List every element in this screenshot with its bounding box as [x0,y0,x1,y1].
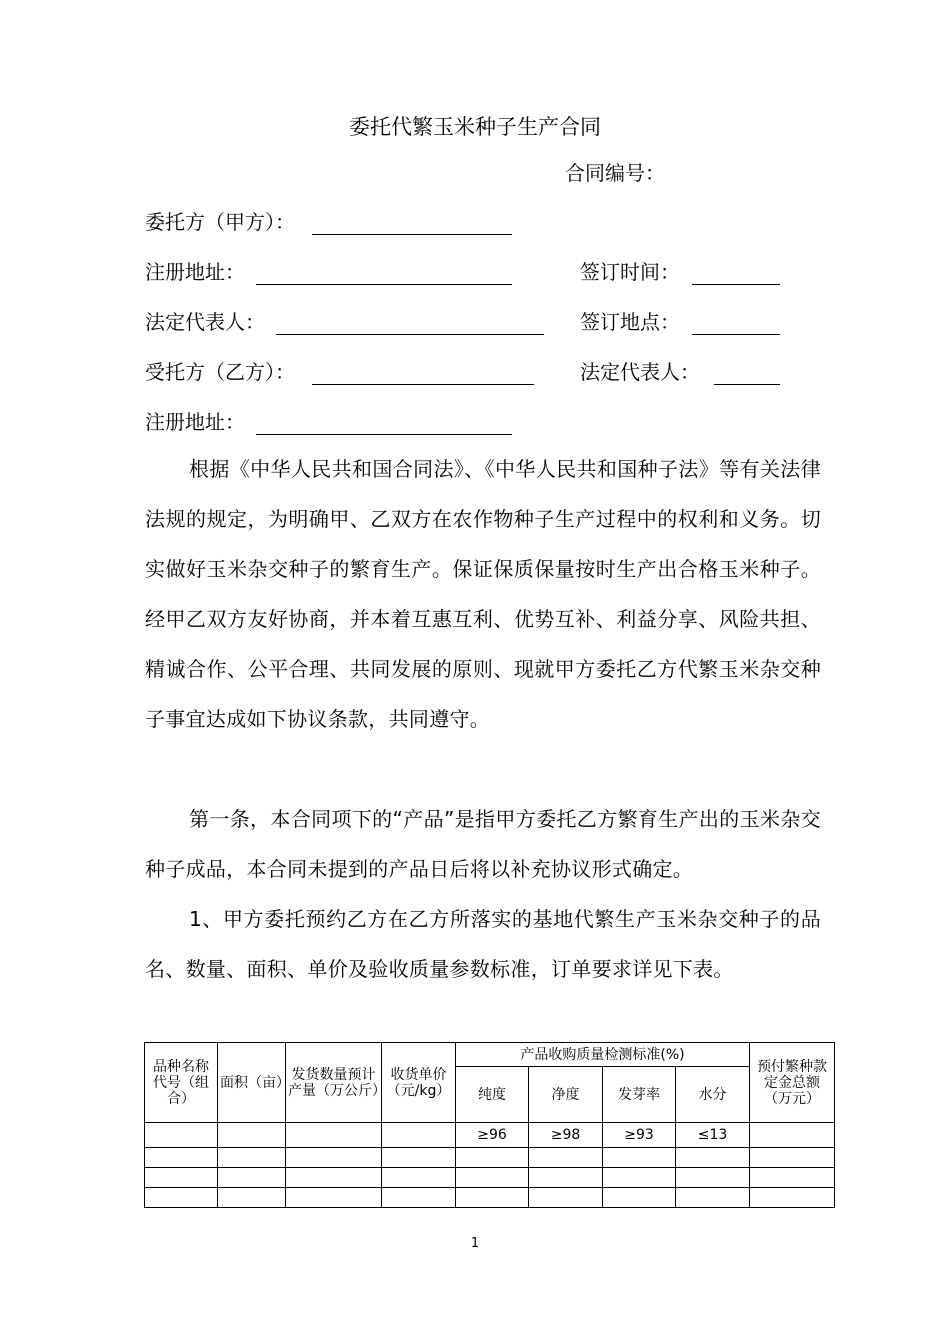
table-cell[interactable] [676,1188,750,1208]
header-cleanliness: 净度 [529,1067,603,1123]
table-cell[interactable] [382,1123,456,1148]
table-cell[interactable] [286,1188,382,1208]
table-cell[interactable] [603,1148,676,1168]
standard-moisture: ≤13 [676,1123,750,1148]
sign-time-label: 签订时间： [580,260,680,284]
table-cell[interactable] [676,1148,750,1168]
legal-rep-a-blank[interactable] [276,334,544,335]
header-variety: 品种名称代号（组合） [145,1043,218,1123]
table-cell[interactable] [603,1168,676,1188]
table-cell[interactable] [382,1168,456,1188]
table-cell[interactable] [529,1188,603,1208]
preamble-paragraph: 根据《中华人民共和国合同法》、《中华人民共和国种子法》等有关法律法规的规定，为明确甲、乙双方在农作物种子生产过程中的权利和义务。切实做好玉米杂交种子的繁育生产。保证保质保量按时生产出合格玉米种子。经甲乙双方友好协商，并本着互惠互利、优势互补、利益分享、风险共担、精诚合作、公平合理、共同发展的原则、现就甲方委托乙方代繁玉米杂交种子事宜达成如下协议条款，共同遵守。 [145,457,821,731]
header-area: 面积（亩） [218,1043,286,1123]
table-cell[interactable] [456,1168,529,1188]
header-germination: 发芽率 [603,1067,676,1123]
entrusting-party-label: 委托方（甲方）： [145,210,295,234]
legal-rep-b-blank[interactable] [714,384,780,385]
table-cell[interactable] [218,1123,286,1148]
table-cell[interactable] [529,1168,603,1188]
clause-one-paragraph: 1、甲方委托预约乙方在乙方所落实的基地代繁生产玉米杂交种子的品名、数量、面积、单价及验收质量参数标准，订单要求详见下表。 [145,907,821,981]
reg-address-a-blank[interactable] [256,284,512,285]
standard-cleanliness: ≥98 [529,1123,603,1148]
header-purity: 纯度 [456,1067,529,1123]
table-cell[interactable] [218,1188,286,1208]
header-price: 收货单价（元/kg） [382,1043,456,1123]
table-cell[interactable] [750,1188,835,1208]
table-cell[interactable] [750,1123,835,1148]
sign-time-blank[interactable] [692,284,780,285]
contract-number-label: 合同编号： [565,161,665,185]
table-cell[interactable] [676,1168,750,1188]
table-cell[interactable] [750,1168,835,1188]
table-row [145,1123,835,1148]
standard-purity: ≥96 [456,1123,529,1148]
reg-address-b-label: 注册地址： [145,410,245,434]
table-cell[interactable] [218,1168,286,1188]
standard-germination: ≥93 [603,1123,676,1148]
table-cell[interactable] [382,1148,456,1168]
entrusted-party-label: 受托方（乙方）： [145,360,295,384]
table-cell[interactable] [529,1148,603,1168]
reg-address-b-blank[interactable] [256,434,512,435]
table-cell[interactable] [456,1148,529,1168]
legal-rep-a-label: 法定代表人： [145,310,265,334]
header-yield: 发货数量预计产量（万公斤） [286,1043,382,1123]
table-cell[interactable] [286,1123,382,1148]
table-cell[interactable] [145,1168,218,1188]
table-cell[interactable] [286,1148,382,1168]
table-cell[interactable] [145,1148,218,1168]
table-cell[interactable] [456,1188,529,1208]
document-title: 委托代繁玉米种子生产合同 [349,115,601,139]
order-table [144,1042,835,1208]
sign-place-label: 签订地点： [580,310,680,334]
entrusted-party-blank[interactable] [312,384,534,385]
table-row [145,1188,835,1208]
header-quality-group: 产品收购质量检测标准(%) [456,1043,750,1067]
entrusting-party-blank[interactable] [312,234,512,235]
table-cell[interactable] [145,1188,218,1208]
table-cell[interactable] [382,1188,456,1208]
table-cell[interactable] [750,1148,835,1168]
table-cell[interactable] [286,1168,382,1188]
table-row [145,1168,835,1188]
header-deposit: 预付繁种款定金总额（万元） [750,1043,835,1123]
page-number: 1 [470,1236,480,1251]
table-row [145,1148,835,1168]
table-cell[interactable] [603,1188,676,1208]
sign-place-blank[interactable] [692,334,780,335]
legal-rep-b-label: 法定代表人： [580,360,700,384]
table-cell[interactable] [145,1123,218,1148]
header-moisture: 水分 [676,1067,750,1123]
table-cell[interactable] [218,1148,286,1168]
reg-address-a-label: 注册地址： [145,260,245,284]
article-one-paragraph: 第一条，本合同项下的“产品”是指甲方委托乙方繁育生产出的玉米杂交种子成品，本合同未提到的产品日后将以补充协议形式确定。 [145,807,821,881]
